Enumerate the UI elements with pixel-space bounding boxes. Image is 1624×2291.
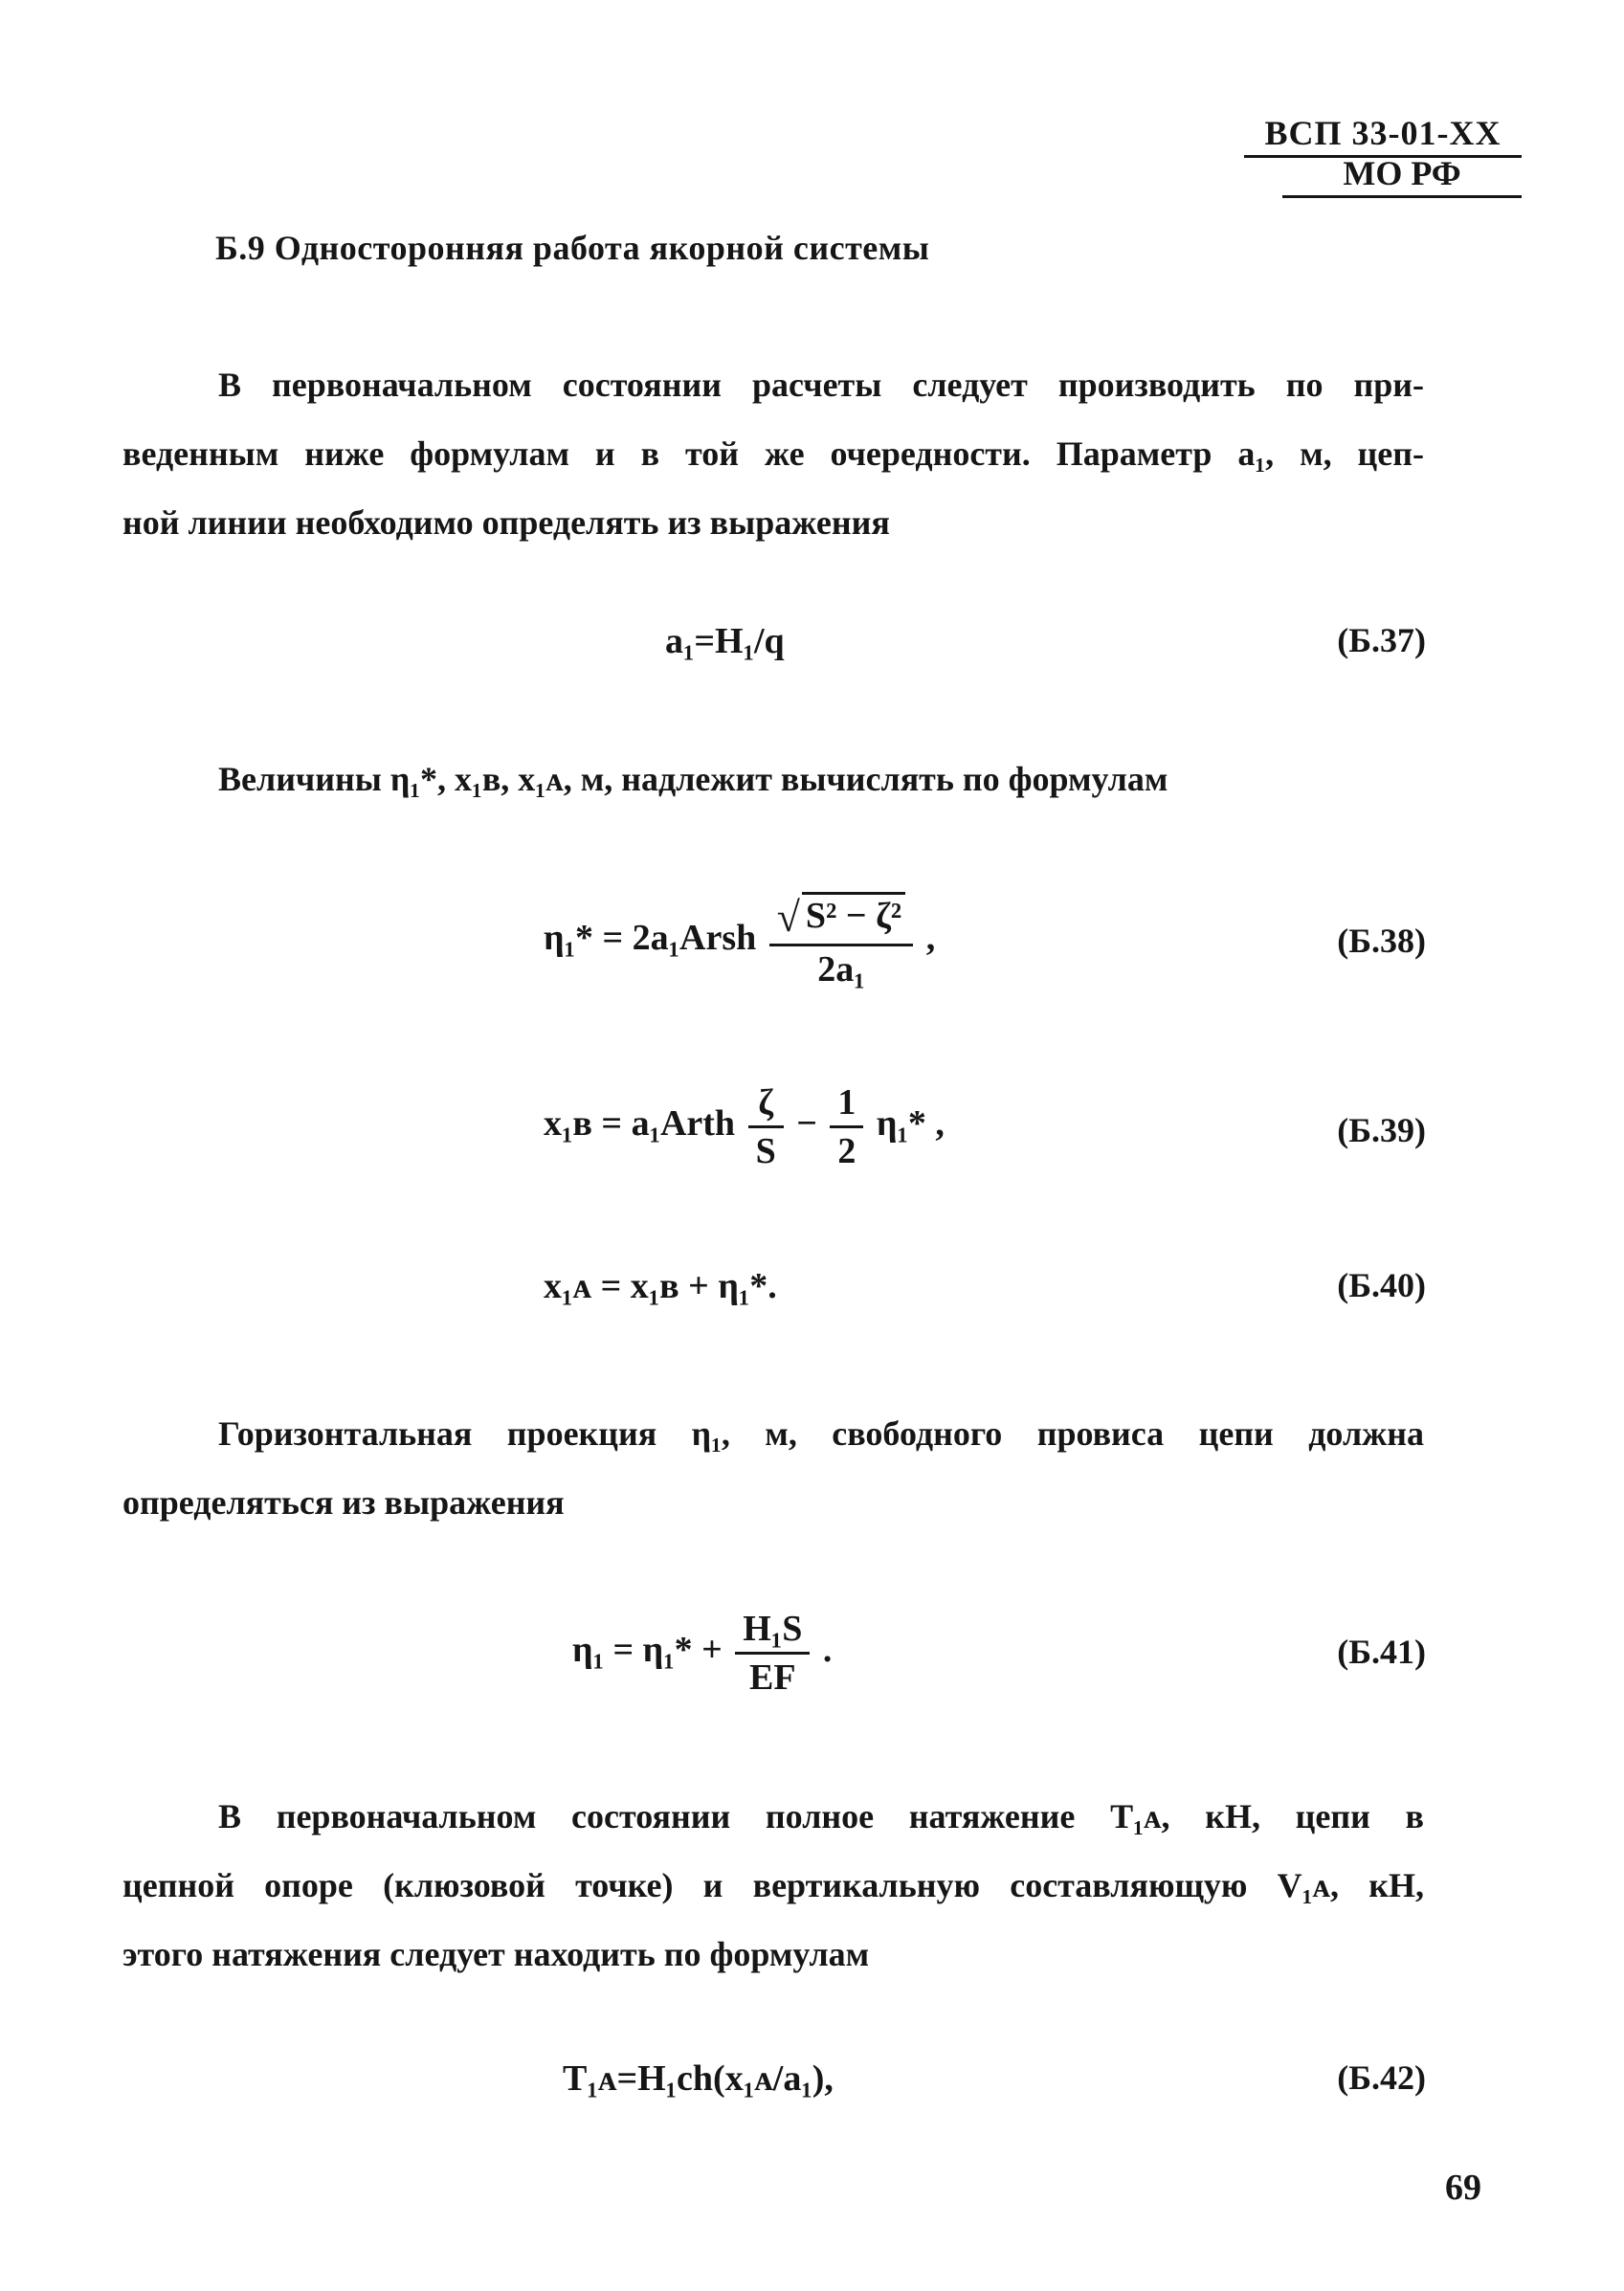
formula-b39 [544,1081,945,1172]
minus-sign: − [796,1103,817,1145]
fraction [735,1608,810,1699]
text-line: В первоначальном состоянии полное натяжение T₁ᴀ, кН, цепи в [218,1797,1424,1835]
text-line: Горизонтальная проекция η₁, м, свободного провиса цепи должна [218,1414,1424,1453]
text-line: ной линии необходимо определять из выражения [122,503,890,542]
fraction-numerator: H₁S [735,1608,810,1655]
formula-tail: , [925,918,936,959]
fraction-denominator: 2 [837,1131,856,1171]
fraction-numerator [769,892,913,946]
fraction [769,892,913,990]
text-line: цепной опоре (клюзовой точке) и вертикальную составляющую V₁ᴀ, кН, [122,1866,1424,1904]
formula-b40: x₁ᴀ = x₁в + η₁*. [544,1266,777,1306]
document-organization: МО РФ [1282,153,1522,198]
fraction-denominator: S [755,1131,776,1171]
fraction-denominator: EF [749,1657,796,1698]
text-line: веденным ниже формулам и в той же очередности. Параметр a₁, м, цеп- [122,434,1424,473]
formula-lhs: η₁* = 2a₁Arsh [544,918,757,959]
fraction-numerator: ζ [748,1081,784,1128]
formula-b37: a₁=H₁/q [665,621,785,661]
text-line: В первоначальном состоянии расчеты следует производить по при- [218,366,1424,404]
equation-number: (Б.38) [1337,922,1426,960]
formula-b38 [544,892,935,990]
fraction [830,1081,863,1172]
formula-lhs: η₁ = η₁* + [572,1630,723,1671]
text-line: определяться из выражения [122,1483,565,1522]
paragraph-values [122,745,1424,813]
paragraph-tension [122,1782,1424,1989]
formula-lhs: x₁в = a₁Arth [544,1103,736,1145]
page-number: 69 [1445,2168,1481,2208]
equation-number: (Б.37) [1337,621,1426,659]
formula-b42: T₁ᴀ=H₁ch(x₁ᴀ/a₁), [563,2058,834,2099]
paragraph-projection [122,1399,1424,1537]
equation-number: (Б.39) [1337,1111,1426,1149]
equation-number: (Б.40) [1337,1266,1426,1304]
radicand: S² − ζ² [802,892,905,937]
formula-b41 [572,1608,832,1699]
text-line: этого натяжения следует находить по формулам [122,1935,870,1973]
formula-tail: . [822,1630,833,1671]
paragraph-intro [122,350,1424,557]
section-title: Б.9 Односторонняя работа якорной системы [215,229,930,267]
document-code: ВСП 33-01-ХХ [1244,113,1522,158]
formula-tail: η₁* , [876,1103,945,1145]
fraction-denominator: 2a₁ [817,949,865,990]
equation-number: (Б.41) [1337,1633,1426,1671]
equation-number: (Б.42) [1337,2058,1426,2097]
fraction-numerator: 1 [830,1081,863,1128]
text-line: Величины η₁*, x₁в, x₁ᴀ, м, надлежит вычислять по формулам [218,760,1168,798]
radical-sign: √ [776,894,800,941]
fraction [748,1081,784,1172]
